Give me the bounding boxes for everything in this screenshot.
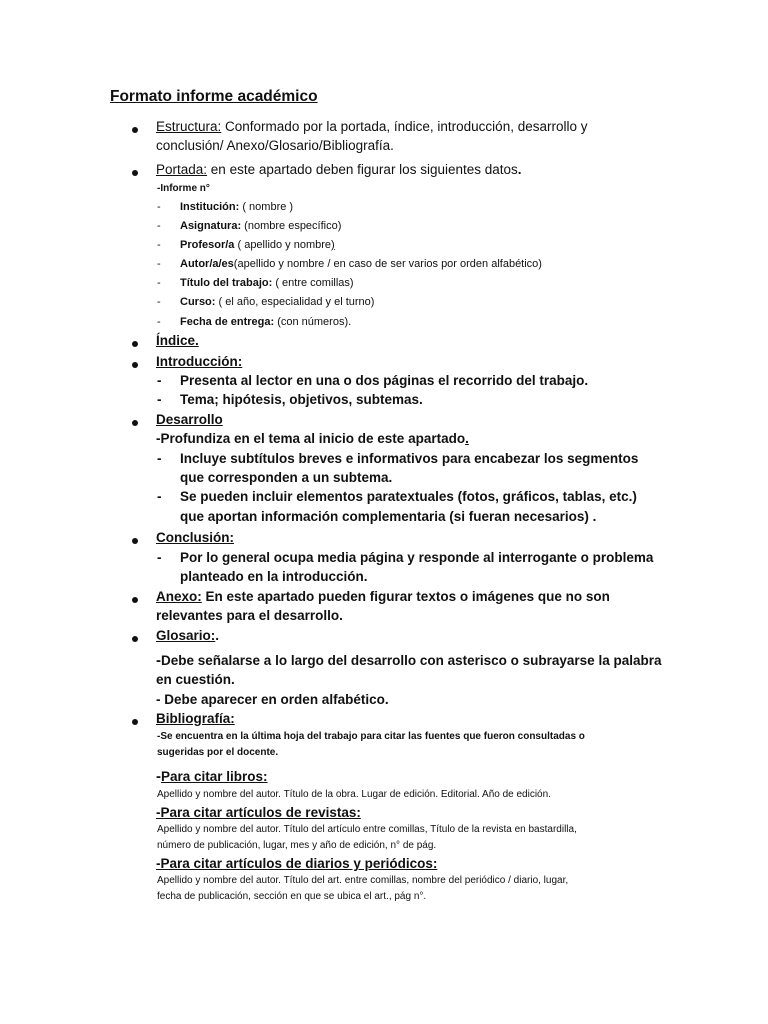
conclusion-label: Conclusión: (156, 530, 234, 545)
introduccion-dash: - (157, 373, 162, 388)
bullet-icon (132, 636, 138, 642)
introduccion-dash: - (157, 392, 162, 407)
portada-informe: -Informe n° (157, 183, 210, 194)
bullet-icon (132, 362, 138, 368)
glosario-line-2: en cuestión. (156, 672, 235, 687)
portada-item-label: Título del trabajo: (180, 277, 273, 289)
portada-item (180, 316, 351, 328)
desarrollo-item-1-line-1: Incluye subtítulos breves e informativos para encabezar los segmentos (180, 451, 639, 466)
bullet-icon (132, 341, 138, 347)
portada-dash: - (157, 316, 161, 328)
portada-item-label: Fecha de entrega: (180, 316, 275, 328)
portada-item-text: ( apellido y nombre (234, 239, 332, 251)
portada-item-label: Asignatura: (180, 220, 242, 232)
anexo-text: En este apartado pueden figurar textos o imágenes que no son (201, 589, 610, 604)
portada-item-text: (con números). (274, 316, 352, 328)
desarrollo-intro-text: -Profundiza en el tema al inicio de este apartado (156, 431, 466, 446)
anexo-line-2: relevantes para el desarrollo. (156, 608, 343, 623)
portada-item (180, 220, 341, 232)
estructura-label: Estructura: (156, 119, 222, 134)
glosario-label: Glosario: (156, 628, 216, 643)
portada-item-text: ( entre comillas) (272, 277, 354, 289)
bibliografia-line-1: -Se encuentra en la última hoja del trabajo para citar las fuentes que fueron consultadas o (157, 731, 585, 742)
desarrollo-item-2-line-2: que aportan información complementaria (si fueran necesarios) . (180, 509, 597, 524)
portada-dash: - (157, 201, 161, 213)
libros-heading: Para citar libros: (161, 769, 268, 784)
portada-item-text: (apellido y nombre / en caso de ser varios por orden alfabético) (233, 258, 542, 270)
bibliografia-label: Bibliografía: (156, 711, 235, 726)
desarrollo-item-2-line-1: Se pueden incluir elementos paratextuales (fotos, gráficos, tablas, etc.) (180, 489, 637, 504)
bullet-icon (132, 597, 138, 603)
revistas-heading: -Para citar artículos de revistas: (156, 805, 361, 820)
portada-dash: - (157, 239, 161, 251)
portada-text: en este apartado deben figurar los siguientes datos (207, 162, 518, 177)
anexo-line-1 (156, 589, 610, 604)
estructura-line-1 (156, 119, 587, 134)
portada-item (180, 258, 542, 270)
portada-item (180, 201, 293, 213)
bullet-icon (132, 127, 138, 133)
portada-dot: . (517, 162, 522, 177)
portada-item (180, 296, 374, 308)
glosario-label-row (156, 628, 219, 643)
portada-item-text: (nombre específico) (241, 220, 342, 232)
portada-line (156, 162, 522, 177)
estructura-line-2: conclusión/ Anexo/Glosario/Bibliografía. (156, 138, 394, 153)
portada-dash: - (157, 258, 161, 270)
portada-item-label: Institución: (180, 201, 240, 213)
estructura-text: Conformado por la portada, índice, introducción, desarrollo y (221, 119, 588, 134)
glosario-label-dot: . (215, 628, 220, 643)
portada-label: Portada: (156, 162, 208, 177)
conclusion-line-2: planteado en la introducción. (180, 569, 368, 584)
diarios-line-2: fecha de publicación, sección en que se ubica el art., pág n°. (157, 891, 427, 902)
revistas-line-1: Apellido y nombre del autor. Título del artículo entre comillas, Título de la revista en bastardilla, (157, 824, 577, 835)
desarrollo-dash: - (157, 489, 162, 504)
page-title: Formato informe académico (110, 88, 318, 105)
portada-dash: - (157, 220, 161, 232)
libros-heading-row (156, 768, 268, 785)
anexo-label: Anexo: (156, 589, 202, 604)
portada-item (180, 277, 354, 289)
conclusion-line-1: Por lo general ocupa media página y responde al interrogante o problema (180, 550, 654, 565)
introduccion-item: Presenta al lector en una o dos páginas el recorrido del trabajo. (180, 373, 589, 388)
portada-item-label: Autor/a/es (180, 258, 234, 270)
glosario-line-3: - Debe aparecer en orden alfabético. (156, 692, 389, 707)
introduccion-label: Introducción: (156, 354, 243, 369)
bibliografia-line-2: sugeridas por el docente. (157, 747, 279, 758)
libros-dash: - (156, 768, 161, 785)
introduccion-item: Tema; hipótesis, objetivos, subtemas. (180, 392, 423, 407)
portada-item-text: ( nombre ) (239, 201, 294, 213)
portada-item-label: Profesor/a (180, 239, 235, 251)
diarios-line-1: Apellido y nombre del autor. Título del art. entre comillas, nombre del periódico / diario, lugar, (157, 875, 569, 886)
glosario-dash: - (156, 652, 161, 669)
portada-dash: - (157, 277, 161, 289)
indice-label: Índice. (156, 333, 199, 348)
conclusion-dash: - (157, 550, 162, 565)
desarrollo-dash: - (157, 451, 162, 466)
revistas-line-2: número de publicación, lugar, mes y año de edición, n° de pág. (157, 840, 437, 851)
desarrollo-item-1-line-2: que corresponden a un subtema. (180, 470, 393, 485)
libros-text: Apellido y nombre del autor. Título de la obra. Lugar de edición. Editorial. Año de edición. (157, 789, 551, 800)
portada-item (180, 239, 335, 251)
portada-item-close: ) (331, 239, 335, 251)
glosario-line-1 (156, 652, 661, 669)
portada-item-text: ( el año, especialidad y el turno) (215, 296, 375, 308)
bullet-icon (132, 420, 138, 426)
desarrollo-label: Desarrollo (156, 412, 223, 427)
bullet-icon (132, 538, 138, 544)
diarios-heading: -Para citar artículos de diarios y periódicos: (156, 856, 438, 871)
glosario-line-1-text: Debe señalarse a lo largo del desarrollo con asterisco o subrayarse la palabra (161, 653, 662, 668)
bullet-icon (132, 719, 138, 725)
bullet-icon (132, 170, 138, 176)
desarrollo-intro-dot: . (465, 431, 469, 446)
portada-item-label: Curso: (180, 296, 216, 308)
desarrollo-intro (156, 431, 469, 446)
portada-dash: - (157, 296, 161, 308)
